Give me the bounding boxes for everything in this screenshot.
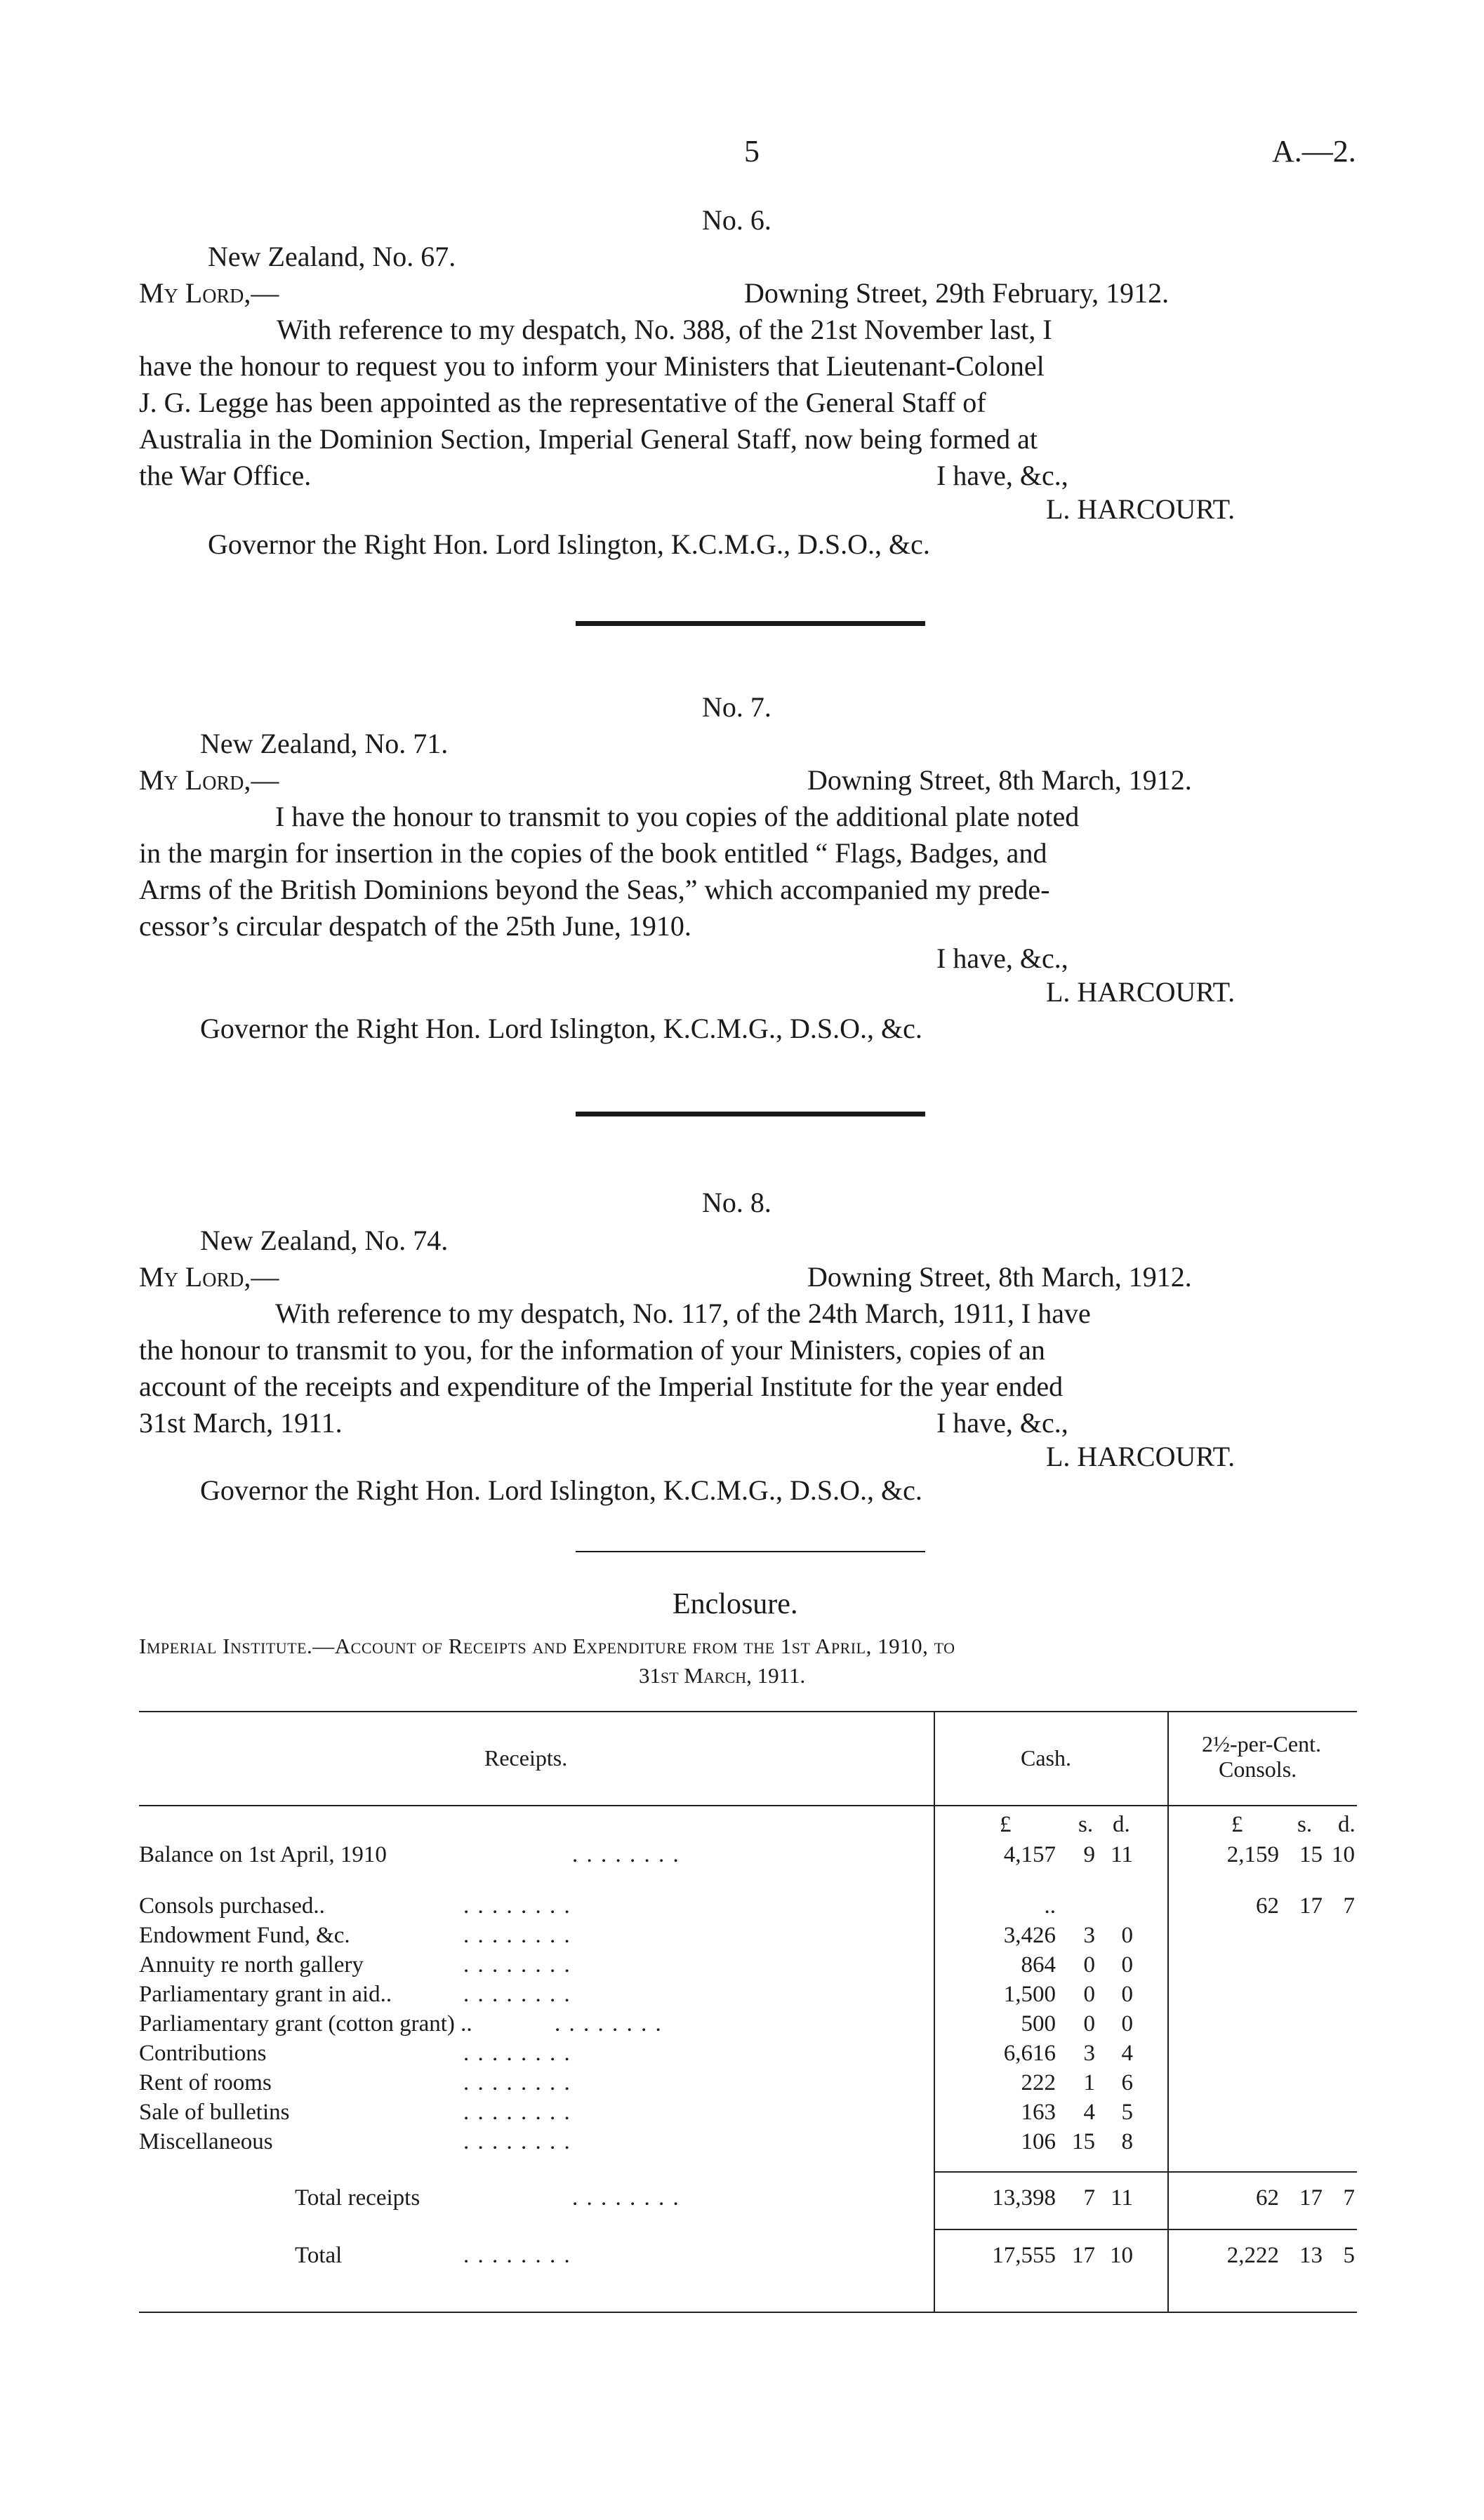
dot-leader: . . . . . . . . — [463, 1923, 571, 1948]
cash-amount: 0 — [1121, 1952, 1133, 1978]
page-number: 5 — [744, 134, 760, 168]
body-line: in the margin for insertion in the copies of the book entitled “ Flags, Badges, and — [139, 837, 1047, 869]
consols-amount: 17 — [1299, 2185, 1323, 2211]
dot-leader: . . . . . . . . — [463, 2129, 571, 2154]
row-label: Contributions — [139, 2041, 267, 2066]
body-line: Australia in the Dominion Section, Imperial General Staff, now being formed at — [139, 423, 1038, 455]
cash-amount: 3 — [1083, 2041, 1095, 2066]
body-line: the War Office. — [139, 460, 312, 491]
cash-amount: 864 — [1021, 1952, 1056, 1978]
body-line: the honour to transmit to you, for the information of your Ministers, copies of an — [139, 1334, 1045, 1366]
cash-amount: 17 — [1072, 2243, 1095, 2268]
table-header-rule — [139, 1805, 1357, 1806]
cash-amount: 9 — [1083, 1842, 1095, 1867]
table-divider-cash — [934, 1712, 935, 2312]
despatch-number: No. 6. — [702, 204, 771, 236]
consols-amount: 2,159 — [1226, 1842, 1279, 1867]
cash-amount: 6 — [1121, 2070, 1133, 2095]
consols-amount: 62 — [1256, 1893, 1279, 1919]
cash-amount: 3 — [1083, 1923, 1095, 1948]
salutation: My Lord,— — [139, 764, 279, 796]
consols-amount: 5 — [1343, 2243, 1355, 2268]
consols-amount: 2,222 — [1226, 2243, 1279, 2268]
row-label: Consols purchased.. — [139, 1893, 325, 1919]
cash-amount: 0 — [1121, 1982, 1133, 2007]
cash-amount: 8 — [1121, 2129, 1133, 2154]
cash-amount: 13,398 — [992, 2185, 1056, 2211]
dot-leader: . . . . . . . . — [463, 1952, 571, 1978]
row-label: Miscellaneous — [139, 2129, 273, 2154]
unit-shillings: s. — [1297, 1812, 1313, 1837]
cash-amount: 0 — [1121, 1923, 1133, 1948]
place-date: Downing Street, 8th March, 1912. — [807, 1261, 1192, 1293]
section-divider — [576, 1112, 925, 1116]
cash-amount: 4 — [1083, 2100, 1095, 2125]
enclosure-title-line1: Imperial Institute.—Account of Receipts and Expenditure from the 1st April, 1910, to — [139, 1634, 955, 1658]
cash-amount: 6,616 — [1003, 2041, 1056, 2066]
cash-amount: 11 — [1111, 1842, 1133, 1867]
consols-amount: 15 — [1299, 1842, 1323, 1867]
column-header-cash: Cash. — [1021, 1745, 1071, 1771]
addressee: Governor the Right Hon. Lord Islington, K.C.M.G., D.S.O., &c. — [200, 1013, 922, 1044]
cash-amount: 0 — [1083, 2011, 1095, 2036]
row-label: Parliamentary grant in aid.. — [139, 1982, 392, 2007]
addressee: Governor the Right Hon. Lord Islington, K.C.M.G., D.S.O., &c. — [208, 528, 930, 560]
cash-amount: 7 — [1083, 2185, 1095, 2211]
body-line: have the honour to request you to inform your Ministers that Lieutenant-Colonel — [139, 350, 1045, 382]
dot-leader: . . . . . . . . — [572, 1842, 680, 1867]
row-label: Annuity re north gallery — [139, 1952, 364, 1978]
cash-amount: 3,426 — [1003, 1923, 1056, 1948]
dot-leader: . . . . . . . . — [463, 2041, 571, 2066]
dot-leader: . . . . . . . . — [463, 1893, 571, 1919]
unit-pounds: £ — [1231, 1812, 1243, 1837]
signature: L. HARCOURT. — [1046, 493, 1235, 525]
subtotal-rule — [934, 2171, 1357, 2173]
row-label: Total — [295, 2243, 343, 2268]
cash-amount: 11 — [1111, 2185, 1133, 2211]
cash-amount: .. — [1044, 1893, 1056, 1919]
cash-amount: 4,157 — [1003, 1842, 1056, 1867]
consols-amount: 10 — [1332, 1842, 1355, 1867]
column-header-consols: 2½-per-Cent. — [1202, 1731, 1321, 1756]
body-line: Arms of the British Dominions beyond the Seas,” which accompanied my prede- — [139, 874, 1050, 905]
cash-amount: 222 — [1021, 2070, 1056, 2095]
cash-amount: 5 — [1121, 2100, 1133, 2125]
table-bottom-rule — [139, 2312, 1357, 2313]
despatch-number: No. 8. — [702, 1187, 771, 1218]
cash-amount: 106 — [1021, 2129, 1056, 2154]
thin-divider — [576, 1551, 925, 1552]
cash-amount: 4 — [1121, 2041, 1133, 2066]
row-label: Endowment Fund, &c. — [139, 1923, 350, 1948]
section-divider — [576, 621, 925, 626]
dot-leader: . . . . . . . . — [463, 2243, 571, 2268]
closing: I have, &c., — [936, 1407, 1068, 1439]
unit-pence: d. — [1113, 1812, 1130, 1837]
despatch-number: No. 7. — [702, 691, 771, 723]
enclosure-title-line2: 31st March, 1911. — [639, 1663, 806, 1688]
row-label: Sale of bulletins — [139, 2100, 290, 2125]
cash-amount: 0 — [1083, 1952, 1095, 1978]
enclosure-heading: Enclosure. — [673, 1588, 798, 1620]
column-header-consols-sub: Consols. — [1219, 1756, 1297, 1782]
unit-pence: d. — [1338, 1812, 1356, 1837]
colony-reference: New Zealand, No. 71. — [200, 728, 449, 759]
row-label: Parliamentary grant (cotton grant) .. — [139, 2011, 472, 2036]
addressee: Governor the Right Hon. Lord Islington, K.C.M.G., D.S.O., &c. — [200, 1474, 922, 1506]
body-line: With reference to my despatch, No. 388, of the 21st November last, I — [277, 314, 1052, 345]
cash-amount: 10 — [1110, 2243, 1133, 2268]
body-line: I have the honour to transmit to you copies of the additional plate noted — [275, 801, 1080, 832]
body-line: J. G. Legge has been appointed as the representative of the General Staff of — [139, 387, 986, 418]
place-date: Downing Street, 29th February, 1912. — [744, 277, 1170, 309]
consols-amount: 7 — [1343, 2185, 1355, 2211]
signature: L. HARCOURT. — [1046, 1441, 1235, 1472]
row-label: Rent of rooms — [139, 2070, 272, 2095]
row-label: Total receipts — [295, 2185, 420, 2211]
cash-amount: 500 — [1021, 2011, 1056, 2036]
total-rule — [934, 2229, 1357, 2230]
body-line: 31st March, 1911. — [139, 1407, 343, 1439]
row-label: Balance on 1st April, 1910 — [139, 1842, 387, 1867]
consols-amount: 13 — [1299, 2243, 1323, 2268]
cash-amount: 0 — [1083, 1982, 1095, 2007]
dot-leader: . . . . . . . . — [572, 2185, 680, 2211]
unit-pounds: £ — [1000, 1812, 1012, 1837]
cash-amount: 17,555 — [992, 2243, 1056, 2268]
salutation: My Lord,— — [139, 277, 279, 309]
consols-amount: 7 — [1343, 1893, 1355, 1919]
body-line: With reference to my despatch, No. 117, of the 24th March, 1911, I have — [275, 1298, 1091, 1329]
dot-leader: . . . . . . . . — [555, 2011, 663, 2036]
document-reference: A.—2. — [1272, 134, 1356, 168]
place-date: Downing Street, 8th March, 1912. — [807, 764, 1192, 796]
cash-amount: 1,500 — [1003, 1982, 1056, 2007]
salutation: My Lord,— — [139, 1261, 279, 1293]
closing: I have, &c., — [936, 942, 1068, 974]
colony-reference: New Zealand, No. 74. — [200, 1225, 449, 1256]
unit-shillings: s. — [1078, 1812, 1094, 1837]
table-divider-consols — [1167, 1712, 1169, 2312]
cash-amount: 163 — [1021, 2100, 1056, 2125]
consols-amount: 17 — [1299, 1893, 1323, 1919]
signature: L. HARCOURT. — [1046, 976, 1235, 1008]
dot-leader: . . . . . . . . — [463, 2100, 571, 2125]
consols-amount: 62 — [1256, 2185, 1279, 2211]
dot-leader: . . . . . . . . — [463, 2070, 571, 2095]
cash-amount: 1 — [1083, 2070, 1095, 2095]
column-header-receipts: Receipts. — [484, 1745, 568, 1771]
cash-amount: 0 — [1121, 2011, 1133, 2036]
body-line: cessor’s circular despatch of the 25th June, 1910. — [139, 910, 691, 942]
closing: I have, &c., — [936, 460, 1068, 491]
colony-reference: New Zealand, No. 67. — [208, 241, 456, 272]
cash-amount: 15 — [1072, 2129, 1095, 2154]
body-line: account of the receipts and expenditure of the Imperial Institute for the year ended — [139, 1371, 1064, 1402]
dot-leader: . . . . . . . . — [463, 1982, 571, 2007]
table-top-rule — [139, 1711, 1357, 1712]
